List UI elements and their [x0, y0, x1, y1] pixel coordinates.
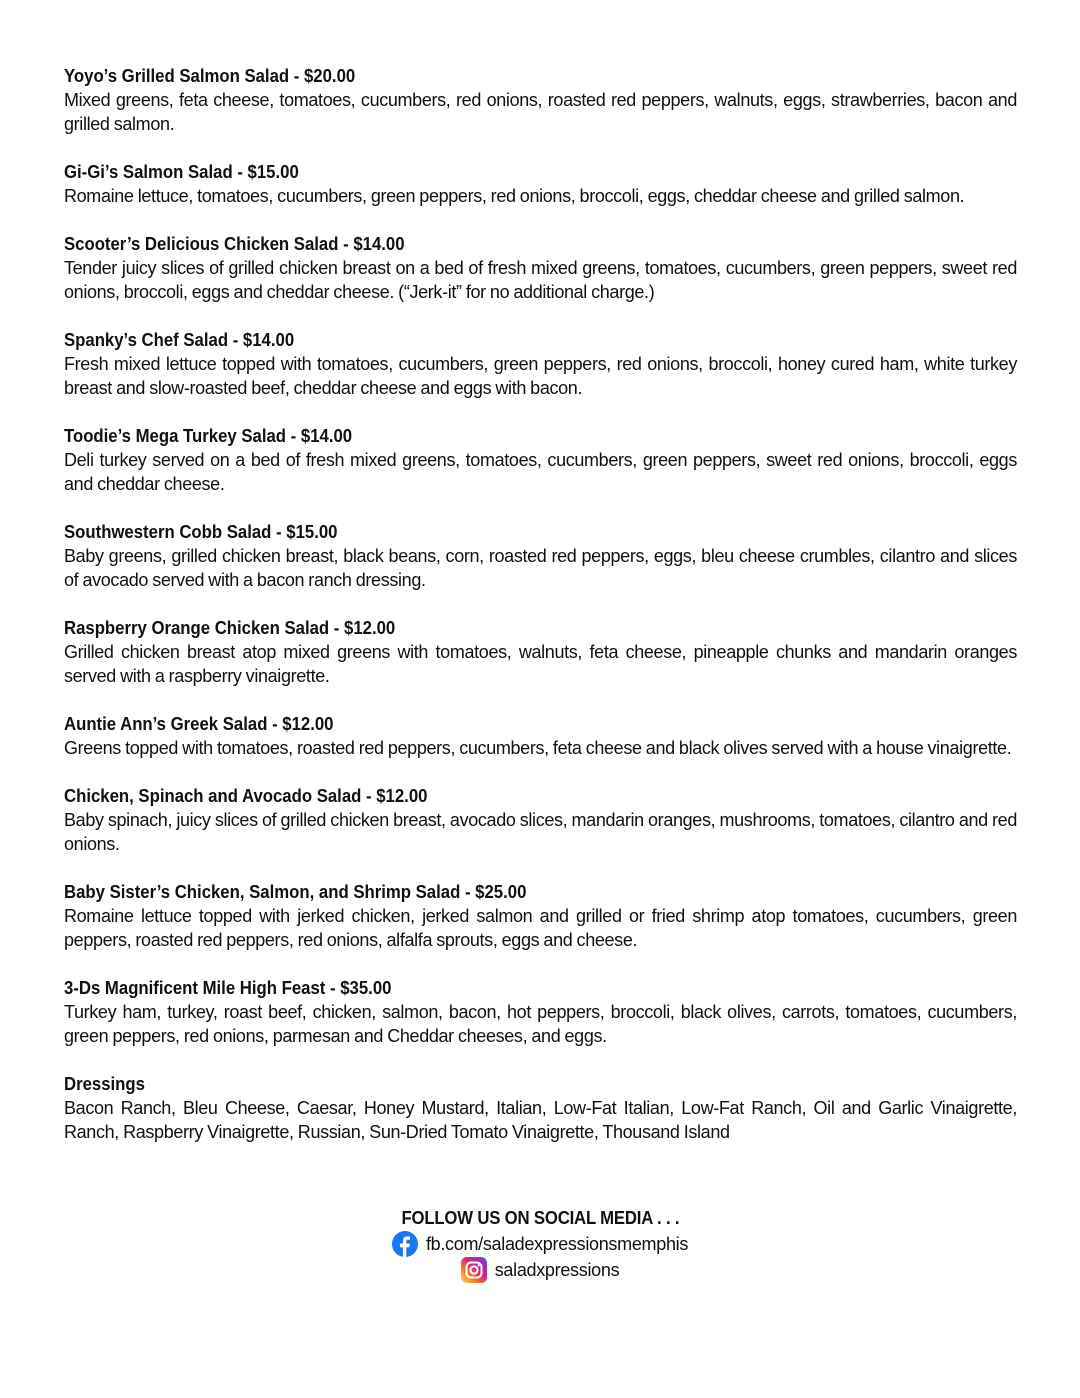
menu-item-southwestern-cobb-salad — [64, 520, 1017, 592]
instagram-handle: saladxpressions — [494, 1259, 620, 1280]
menu-item-description: Baby spinach, juicy slices of grilled chicken breast, avocado slices, mandarin oranges, mushrooms, tomatoes, cilantro and red onions. — [64, 810, 1017, 854]
menu-item-title: Southwestern Cobb Salad - $15.00 — [64, 522, 338, 542]
menu-item-toodies-mega-turkey-salad — [64, 424, 1017, 496]
dressings-title: Dressings — [64, 1074, 145, 1094]
menu-item-chicken-spinach-avocado-salad — [64, 784, 1017, 856]
menu-item-title: Chicken, Spinach and Avocado Salad - $12.00 — [64, 786, 428, 806]
menu-item-title: 3-Ds Magnificent Mile High Feast - $35.00 — [64, 978, 392, 998]
menu-item-gigis-salmon-salad — [64, 160, 1017, 208]
social-media-section — [0, 1206, 1080, 1282]
instagram-icon — [461, 1257, 487, 1283]
menu-item-description: Tender juicy slices of grilled chicken breast on a bed of fresh mixed greens, tomatoes, cucumbers, green peppers, sweet red onions, broccoli, eggs and cheddar cheese. (“Jerk-it” for no additional charge.) — [64, 258, 1017, 302]
dressings-list: Bacon Ranch, Bleu Cheese, Caesar, Honey Mustard, Italian, Low-Fat Italian, Low-Fat Ranch, Oil and Garlic Vinaigrette, Ranch, Raspberry Vinaigrette, Russian, Sun-Dried Tomato Vinaigrette, Thousand Island — [64, 1098, 1017, 1142]
menu-item-title: Spanky’s Chef Salad - $14.00 — [64, 330, 295, 350]
instagram-link[interactable] — [0, 1258, 1080, 1282]
menu-item-yoyos-grilled-salmon-salad — [64, 64, 1017, 136]
menu-item-description: Deli turkey served on a bed of fresh mixed greens, tomatoes, cucumbers, green peppers, sweet red onions, broccoli, eggs and cheddar cheese. — [64, 450, 1017, 494]
facebook-icon — [392, 1231, 418, 1257]
social-heading: FOLLOW US ON SOCIAL MEDIA . . . — [401, 1208, 679, 1228]
menu-item-description: Mixed greens, feta cheese, tomatoes, cucumbers, red onions, roasted red peppers, walnuts, eggs, strawberries, bacon and grilled salmon. — [64, 90, 1017, 134]
menu-item-title: Scooter’s Delicious Chicken Salad - $14.00 — [64, 234, 405, 254]
menu-item-description: Romaine lettuce topped with jerked chicken, jerked salmon and grilled or fried shrimp atop tomatoes, cucumbers, green peppers, roasted red peppers, red onions, alfalfa sprouts, eggs and cheese. — [64, 906, 1017, 950]
menu-item-title: Baby Sister’s Chicken, Salmon, and Shrimp Salad - $25.00 — [64, 882, 527, 902]
menu-item-auntie-anns-greek-salad — [64, 712, 1017, 760]
menu-item-spankys-chef-salad — [64, 328, 1017, 400]
menu-item-description: Turkey ham, turkey, roast beef, chicken, salmon, bacon, hot peppers, broccoli, black olives, carrots, tomatoes, cucumbers, green peppers, red onions, parmesan and Cheddar cheeses, and eggs. — [64, 1002, 1017, 1046]
menu-item-description: Greens topped with tomatoes, roasted red peppers, cucumbers, feta cheese and black olives served with a house vinaigrette. — [64, 738, 1012, 758]
menu-item-title: Auntie Ann’s Greek Salad - $12.00 — [64, 714, 334, 734]
menu-item-title: Raspberry Orange Chicken Salad - $12.00 — [64, 618, 396, 638]
menu-item-3ds-magnificent-mile-high-feast — [64, 976, 1017, 1048]
menu-item-description: Baby greens, grilled chicken breast, black beans, corn, roasted red peppers, eggs, bleu cheese crumbles, cilantro and slices of avocado served with a bacon ranch dressing. — [64, 546, 1017, 590]
facebook-url: fb.com/saladexpressionsmemphis — [425, 1233, 689, 1254]
menu-item-title: Yoyo’s Grilled Salmon Salad - $20.00 — [64, 66, 356, 86]
menu-item-title: Toodie’s Mega Turkey Salad - $14.00 — [64, 426, 353, 446]
menu-item-raspberry-orange-chicken-salad — [64, 616, 1017, 688]
menu-item-description: Romaine lettuce, tomatoes, cucumbers, green peppers, red onions, broccoli, eggs, cheddar cheese and grilled salmon. — [64, 186, 965, 206]
menu-item-baby-sisters-chicken-salmon-shrimp-salad — [64, 880, 1017, 952]
facebook-link[interactable] — [0, 1232, 1080, 1256]
salad-menu — [64, 64, 1017, 1168]
menu-item-description: Grilled chicken breast atop mixed greens with tomatoes, walnuts, feta cheese, pineapple chunks and mandarin oranges served with a raspberry vinaigrette. — [64, 642, 1017, 686]
menu-item-scooters-chicken-salad — [64, 232, 1017, 304]
menu-item-description: Fresh mixed lettuce topped with tomatoes, cucumbers, green peppers, red onions, broccoli, honey cured ham, white turkey breast and slow-roasted beef, cheddar cheese and eggs with bacon. — [64, 354, 1017, 398]
dressings-section — [64, 1072, 1017, 1144]
menu-item-title: Gi-Gi’s Salmon Salad - $15.00 — [64, 162, 299, 182]
